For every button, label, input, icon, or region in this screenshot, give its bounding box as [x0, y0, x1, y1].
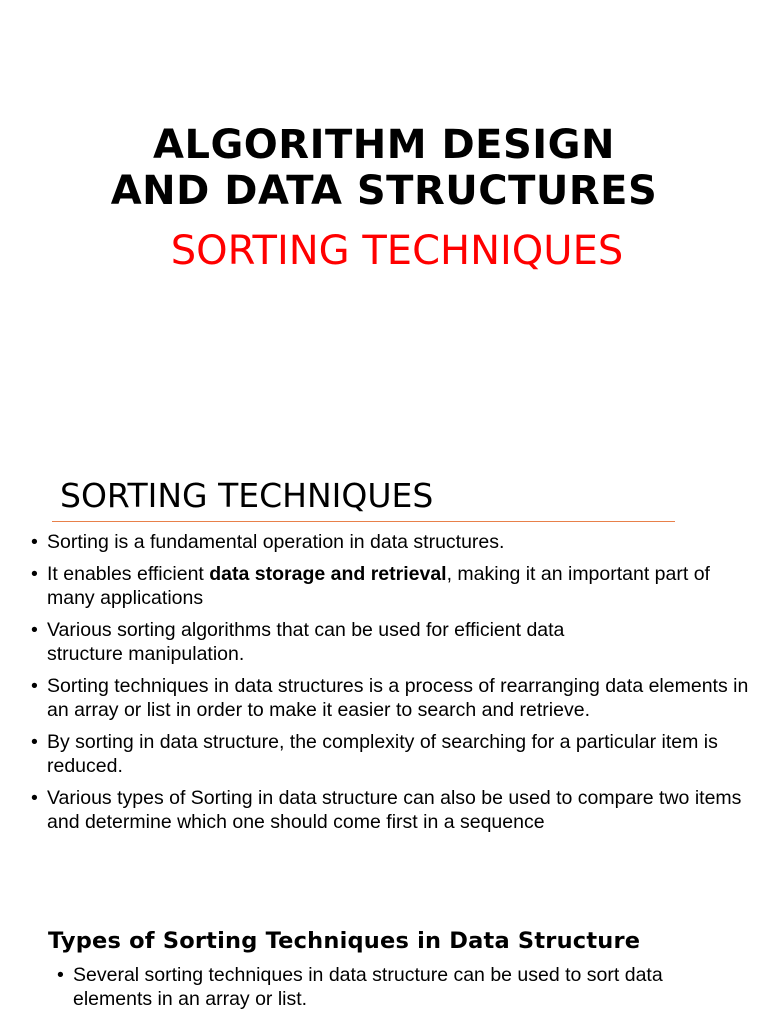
bullet-text: By sorting in data structure, the complexity of searching for a particular item is reduced. [47, 731, 718, 777]
bullet-item [0, 730, 768, 778]
sorting-techniques-slide [0, 430, 768, 850]
bullet-text: Various types of Sorting in data structure can also be used to compare two items and determine which one should come first in a sequence [47, 787, 742, 833]
bullet-item [0, 786, 768, 834]
bullet-list [0, 963, 768, 1019]
slide-title: SORTING TECHNIQUES [60, 476, 434, 515]
main-title-line-2: AND DATA STRUCTURES [110, 167, 658, 214]
types-of-sorting-slide [0, 850, 768, 1024]
bullet-dot-icon: • [31, 787, 38, 809]
title-underline [52, 521, 675, 522]
slide-title: Types of Sorting Techniques in Data Structure [48, 928, 641, 954]
bullet-item [0, 963, 768, 1011]
bullet-dot-icon: • [31, 675, 38, 697]
bullet-dot-icon: • [31, 731, 38, 753]
bullet-dot-icon: • [57, 964, 64, 986]
bullet-text: Sorting techniques in data structures is a process of rearranging data elements in an array or list in order to make it easier to search and retrieve. [47, 675, 749, 721]
bullet-text-end: , making it an important part of many applications [47, 563, 710, 609]
bullet-dot-icon: • [31, 619, 38, 641]
bullet-item [0, 618, 768, 666]
subtitle: SORTING TECHNIQUES [170, 228, 624, 274]
bullet-dot-icon: • [31, 531, 38, 553]
bullet-text-start: It enables efficient [47, 563, 210, 585]
bullet-list [0, 530, 768, 842]
bullet-item [0, 674, 768, 722]
bullet-dot-icon: • [31, 563, 38, 585]
main-title [0, 122, 768, 214]
bullet-item [0, 562, 768, 610]
bullet-text: Sorting is a fundamental operation in data structures. [47, 531, 505, 553]
bullet-item [0, 530, 768, 554]
main-title-line-1: ALGORITHM DESIGN [153, 121, 615, 168]
bullet-text: Various sorting algorithms that can be used for efficient data structure manipulation. [47, 619, 565, 665]
bullet-text-bold: data storage and retrieval [209, 563, 447, 585]
title-slide [0, 0, 768, 430]
bullet-text: Several sorting techniques in data structure can be used to sort data elements in an array or list. [73, 964, 663, 1010]
